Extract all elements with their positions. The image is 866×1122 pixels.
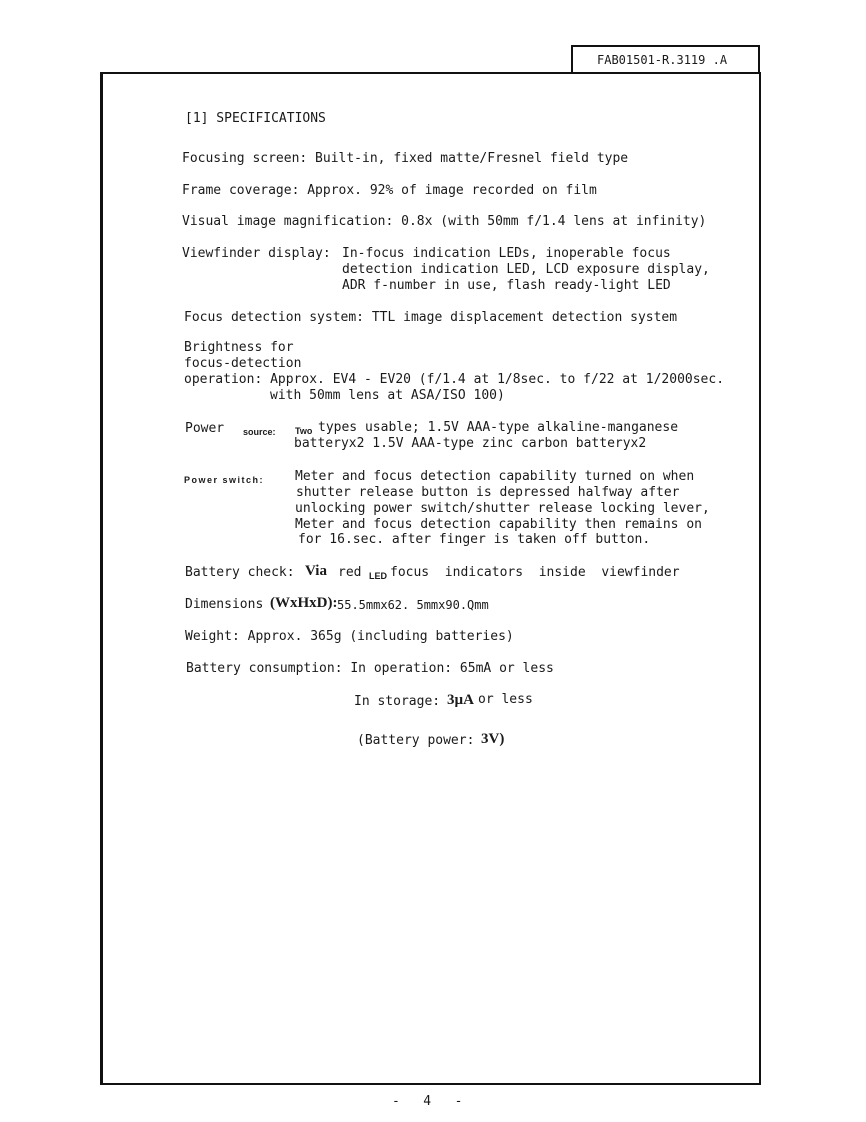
- spec-magnification: Visual image magnification: 0.8x (with 50mm f/1.4 lens at infinity): [182, 214, 707, 229]
- spec-power-switch-line: unlocking power switch/shutter release locking lever,: [295, 501, 710, 516]
- spec-battery-check-text: focus indicators inside viewfinder: [390, 565, 680, 580]
- spec-viewfinder-line: ADR f-number in use, flash ready-light LED: [342, 278, 671, 293]
- spec-focus-detection: Focus detection system: TTL image displacement detection system: [184, 310, 678, 325]
- document-id-box: [571, 45, 760, 72]
- spec-dimensions-axes: (WxHxD):: [270, 595, 338, 611]
- spec-dimensions-label: Dimensions: [185, 597, 264, 612]
- spec-battery-check-led: LED: [369, 571, 387, 581]
- document-id: FAB01501-R.3119 .A: [597, 53, 728, 67]
- spec-brightness-line: operation: Approx. EV4 - EV20 (f/1.4 at 1/8sec. to f/22 at 1/2000sec.: [184, 372, 725, 387]
- section-heading: [1] SPECIFICATIONS: [185, 111, 326, 126]
- spec-power-source-label: Power: [185, 421, 225, 436]
- spec-weight: Weight: Approx. 365g (including batteries): [185, 629, 514, 644]
- spec-storage-label: In storage:: [354, 694, 441, 709]
- spec-power-switch-line: Meter and focus detection capability turned on when: [295, 469, 695, 484]
- spec-brightness-line: focus-detection: [184, 356, 302, 371]
- spec-power-source-line: types usable; 1.5V AAA-type alkaline-manganese: [318, 420, 679, 435]
- spec-storage-value: 3µA: [447, 692, 474, 708]
- spec-battery-check-via: Via: [305, 563, 327, 579]
- spec-storage-suffix: or less: [478, 692, 533, 707]
- spec-power-source-line: batteryx2 1.5V AAA-type zinc carbon batteryx2: [294, 436, 647, 451]
- spec-frame-coverage: Frame coverage: Approx. 92% of image recorded on film: [182, 183, 597, 198]
- spec-focusing-screen: Focusing screen: Built-in, fixed matte/Fresnel field type: [182, 151, 629, 166]
- spec-battery-power-value: 3V): [481, 731, 505, 747]
- page-number: - 4 -: [392, 1094, 463, 1109]
- spec-battery-check-label: Battery check:: [185, 565, 295, 580]
- spec-power-source-two: Two: [295, 426, 313, 436]
- spec-battery-consumption: Battery consumption: In operation: 65mA or less: [186, 661, 554, 676]
- spec-battery-check-red: red: [338, 565, 362, 580]
- spec-power-switch-line: Meter and focus detection capability then remains on: [295, 517, 702, 532]
- spec-power-source-label: source:: [243, 427, 276, 437]
- spec-dimensions-value: 55.5mmx62. 5mmx90.Qmm: [337, 598, 489, 612]
- spec-brightness-line: Brightness for: [184, 340, 294, 355]
- spec-viewfinder-line: In-focus indication LEDs, inoperable focus: [342, 246, 671, 261]
- spec-viewfinder-label: Viewfinder display:: [182, 246, 331, 261]
- spec-power-switch-label: Power switch:: [184, 475, 265, 485]
- spec-brightness-line: with 50mm lens at ASA/ISO 100): [270, 388, 505, 403]
- spec-power-switch-line: shutter release button is depressed halfway after: [296, 485, 680, 500]
- spec-viewfinder-line: detection indication LED, LCD exposure display,: [342, 262, 710, 277]
- spec-battery-power-label: (Battery power:: [357, 733, 475, 748]
- spec-power-switch-line: for 16.sec. after finger is taken off button.: [298, 532, 651, 547]
